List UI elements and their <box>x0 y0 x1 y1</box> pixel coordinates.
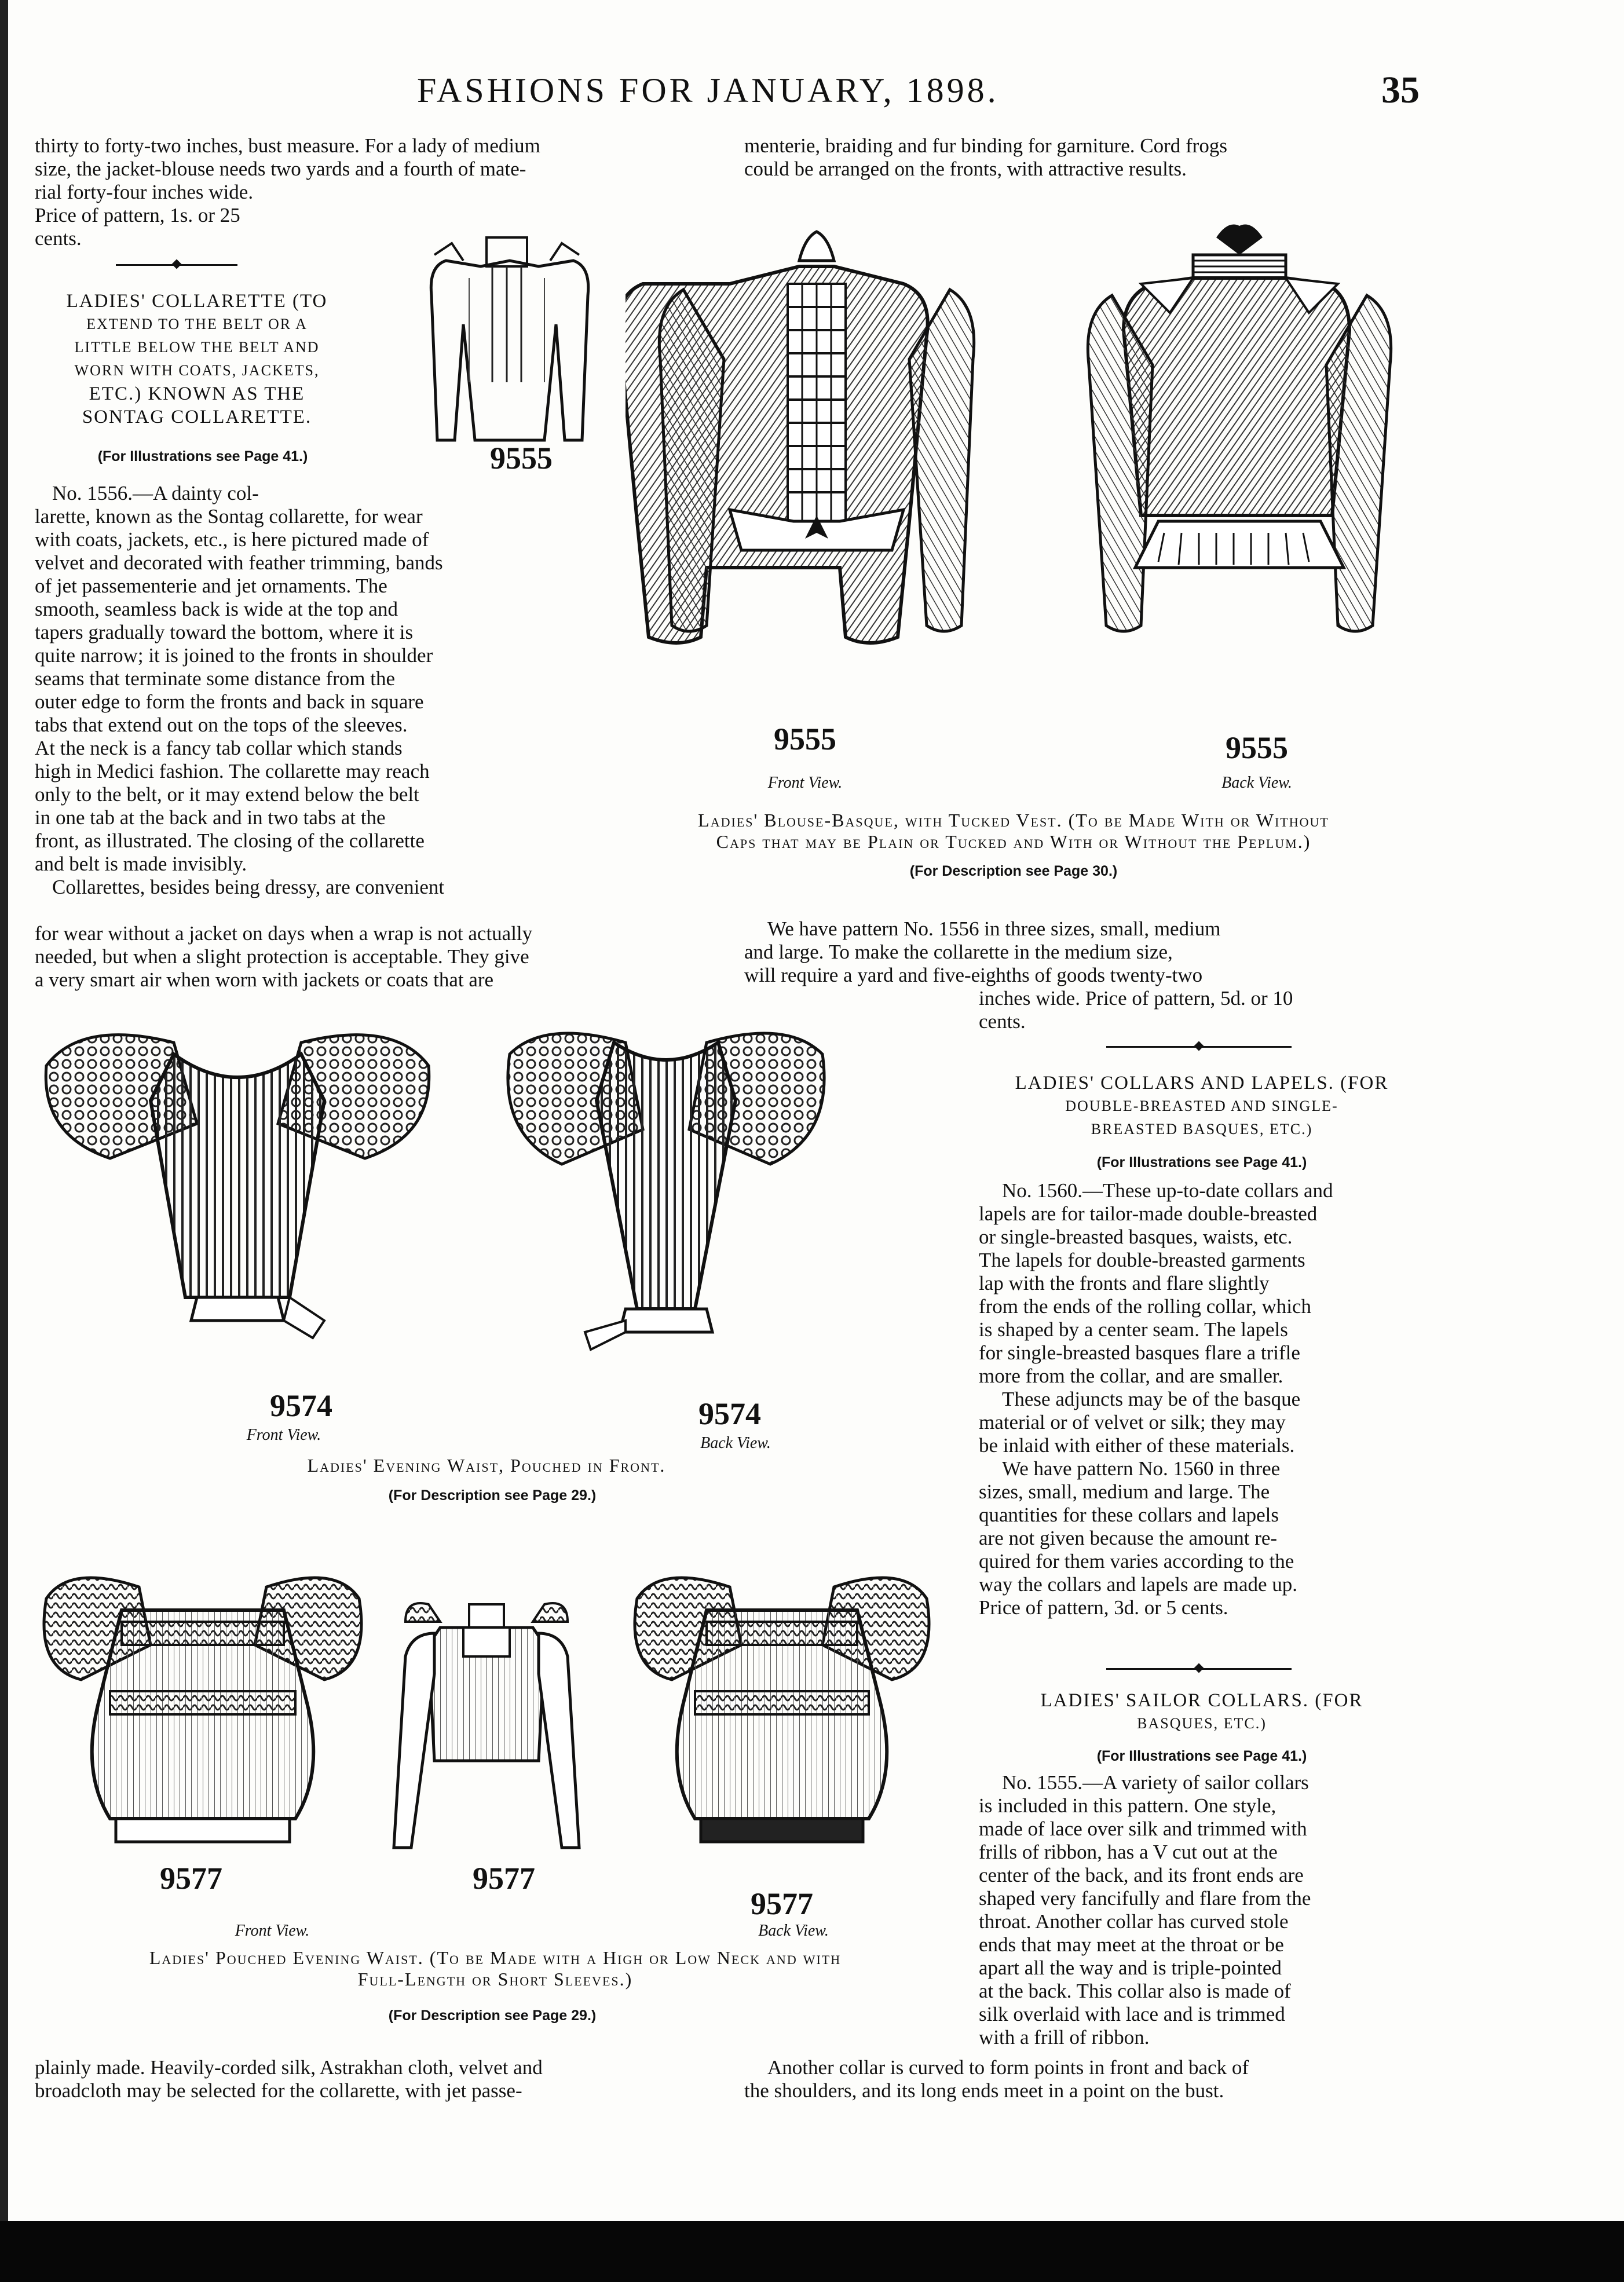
text-line: for wear without a jacket on days when a wrap is not actually <box>35 922 533 945</box>
text-line: shaped very fancifully and flare from the <box>979 1887 1311 1910</box>
see-note: (For Illustrations see Page 41.) <box>1096 1748 1307 1764</box>
text-line: size, the jacket-blouse needs two yards and a fourth of mate- <box>35 158 526 180</box>
text-line: The lapels for double-breasted garments <box>979 1249 1305 1271</box>
text-line: Price of pattern, 3d. or 5 cents. <box>979 1596 1228 1619</box>
figure-number-front: 9555 <box>774 722 836 756</box>
text-line: tabs that extend out on the tops of the sleeves. <box>35 714 408 736</box>
scan-bottom-border <box>0 2221 1624 2282</box>
text-line: for single-breasted basques flare a trifle <box>979 1341 1300 1364</box>
text-line: outer edge to form the fronts and back in square <box>35 690 424 713</box>
heading-line: EXTEND TO THE BELT OR A <box>86 316 308 332</box>
text-line: way the collars and lapels are made up. <box>979 1573 1298 1596</box>
front-view-label: Front View. <box>767 774 843 792</box>
text-line: silk overlaid with lace and is trimmed <box>979 2003 1285 2025</box>
text-line: ends that may meet at the throat or be <box>979 1933 1284 1956</box>
section-divider <box>116 264 237 266</box>
pattern-1556-text-narrow <box>979 987 1425 1033</box>
figure-9555-small <box>411 226 602 481</box>
text-line: of jet passementerie and jet ornaments. The <box>35 575 387 597</box>
section-divider <box>1106 1046 1292 1048</box>
text-line: smooth, seamless back is wide at the top and <box>35 598 398 620</box>
text-line: quite narrow; it is joined to the fronts in shoulder <box>35 644 433 667</box>
text-line: only to the belt, or it may extend below the belt <box>35 783 419 806</box>
front-view-waist <box>46 1035 429 1338</box>
back-view-label: Back View. <box>1221 774 1292 792</box>
text-line: is shaped by a center seam. The lapels <box>979 1318 1288 1341</box>
heading-line: ETC.) KNOWN AS THE <box>89 383 305 404</box>
text-line: lap with the fronts and flare slightly <box>979 1272 1270 1294</box>
heading-line: BASQUES, ETC.) <box>1137 1715 1267 1732</box>
page-number: 35 <box>1381 69 1420 111</box>
collars-lapels-heading <box>979 1071 1425 1141</box>
right-column-bottom <box>744 2056 1425 2102</box>
text-line: is included in this pattern. One style, <box>979 1794 1276 1817</box>
figure-9574-caption: Ladies' Evening Waist, Pouched in Front. <box>307 1455 666 1476</box>
text-line: a very smart air when worn with jackets or coats that are <box>35 968 494 991</box>
text-line: thirty to forty-two inches, bust measure. For a lady of medium <box>35 134 540 157</box>
text-line: and large. To make the collarette in the medium size, <box>744 941 1173 963</box>
see-note: (For Description see Page 30.) <box>909 863 1118 879</box>
front-view-blouse <box>626 232 974 643</box>
figure-9574 <box>35 1019 869 1460</box>
sailor-collars-heading <box>979 1689 1425 1735</box>
text-line: menterie, braiding and fur binding for garniture. Cord frogs <box>744 134 1227 157</box>
text-line: At the neck is a fancy tab collar which stands <box>35 737 403 759</box>
heading-line: SONTAG COLLARETTE. <box>82 407 312 427</box>
text-line: needed, but when a slight protection is acceptable. They give <box>35 945 529 968</box>
text-line: velvet and decorated with feather trimming, bands <box>35 551 443 574</box>
see-note: (For Illustrations see Page 41.) <box>1096 1154 1307 1171</box>
see-note: (For Illustrations see Page 41.) <box>97 448 308 465</box>
back-view-pouched-waist <box>635 1578 929 1842</box>
back-view-label: Back View. <box>758 1922 829 1940</box>
text-line: be inlaid with either of these materials. <box>979 1434 1295 1457</box>
text-line: high in Medici fashion. The collarette may reach <box>35 760 430 782</box>
heading-line: LADIES' COLLARETTE (TO <box>66 291 328 312</box>
text-line: more from the collar, and are smaller. <box>979 1365 1283 1387</box>
back-view-blouse <box>1088 225 1391 632</box>
pattern-1556-text <box>744 917 1425 987</box>
text-line: frills of ribbon, has a V cut out at the <box>979 1841 1278 1863</box>
text-line: the shoulders, and its long ends meet in a point on the bust. <box>744 2079 1224 2102</box>
blouse-illustration <box>411 226 602 446</box>
text-line: and belt is made invisibly. <box>35 853 247 875</box>
text-line: center of the back, and its front ends are <box>979 1864 1304 1886</box>
caption-line: Caps that may be Plain or Tucked and With or Without the Peplum.) <box>716 831 1311 852</box>
see-note: (For Description see Page 29.) <box>388 2007 597 2024</box>
heading-line: BREASTED BASQUES, ETC.) <box>1091 1121 1313 1138</box>
see-note: (For Description see Page 29.) <box>388 1487 597 1504</box>
back-view-label: Back View. <box>700 1434 771 1452</box>
heading-line: WORN WITH COATS, JACKETS, <box>74 362 320 379</box>
caption-line: Ladies' Pouched Evening Waist. (To be Made with a High or Low Neck and with <box>149 1947 842 1968</box>
text-line: made of lace over silk and trimmed with <box>979 1817 1307 1840</box>
caption-line: Ladies' Blouse-Basque, with Tucked Vest. (To be Made With or Without <box>698 810 1329 831</box>
figure-number-front: 9577 <box>160 1861 222 1896</box>
text-line: will require a yard and five-eighths of goods twenty-two <box>744 964 1203 986</box>
text-line: larette, known as the Sontag collarette, for wear <box>35 505 423 528</box>
figure-number-back: 9555 <box>1226 730 1288 765</box>
collarette-body <box>35 482 576 899</box>
text-line: No. 1560.—These up-to-date collars and <box>1002 1179 1333 1202</box>
text-line: apart all the way and is triple-pointed <box>979 1956 1282 1979</box>
text-line: These adjuncts may be of the basque <box>1002 1388 1301 1410</box>
right-column-top <box>744 134 1425 181</box>
text-line: at the back. This collar also is made of <box>979 1980 1291 2002</box>
figure-9555-caption <box>602 810 1425 853</box>
text-line: with a frill of ribbon. <box>979 2026 1150 2049</box>
figure-9555 <box>626 220 1436 788</box>
front-view-label: Front View. <box>235 1922 310 1940</box>
figure-number-front: 9574 <box>270 1388 332 1423</box>
figure-9577-caption <box>23 1947 967 1990</box>
back-view-waist <box>508 1033 824 1350</box>
text-line: cents. <box>979 1010 1026 1033</box>
text-line: seams that terminate some distance from the <box>35 667 396 690</box>
text-line: Price of pattern, 1s. or 25 <box>35 204 240 226</box>
front-view-label: Front View. <box>246 1426 321 1444</box>
left-column-top <box>35 134 715 250</box>
text-line: inches wide. Price of pattern, 5d. or 10 <box>979 987 1293 1010</box>
text-line: throat. Another collar has curved stole <box>979 1910 1289 1933</box>
text-line: We have pattern No. 1556 in three sizes, small, medium <box>767 917 1221 940</box>
page-header <box>0 64 1624 127</box>
text-line: front, as illustrated. The closing of the collarette <box>35 829 425 852</box>
figure-9577 <box>35 1564 961 1900</box>
figure-number-middle: 9577 <box>473 1861 535 1896</box>
left-column-bottom <box>35 2056 715 2102</box>
figure-number-back: 9574 <box>698 1396 761 1431</box>
text-line: could be arranged on the fronts, with attractive results. <box>744 158 1187 180</box>
text-line: No. 1555.—A variety of sailor collars <box>1002 1771 1309 1794</box>
figure-number: 9555 <box>490 441 553 476</box>
collarette-heading <box>35 290 359 429</box>
text-line: No. 1556.—A dainty col- <box>52 482 259 504</box>
text-line: in one tab at the back and in two tabs at the <box>35 806 386 829</box>
collarette-body-wide <box>35 922 715 992</box>
text-line: Collarettes, besides being dressy, are convenient <box>52 876 445 898</box>
page-title: FASHIONS FOR JANUARY, 1898. <box>417 71 999 109</box>
evening-waist-illustrations <box>35 1019 869 1367</box>
collars-lapels-body <box>979 1179 1425 1619</box>
heading-line: LADIES' SAILOR COLLARS. (FOR <box>1040 1690 1363 1711</box>
text-line: lapels are for tailor-made double-breasted <box>979 1202 1318 1225</box>
text-line: quantities for these collars and lapels <box>979 1504 1279 1526</box>
text-line: tapers gradually toward the bottom, where it is <box>35 621 414 643</box>
figure-number-back: 9577 <box>751 1886 813 1921</box>
text-line: quired for them varies according to the <box>979 1550 1294 1572</box>
text-line: material or of velvet or silk; they may <box>979 1411 1286 1433</box>
heading-line: LITTLE BELOW THE BELT AND <box>74 339 320 356</box>
sailor-collars-body <box>979 1771 1425 2049</box>
middle-view-pouched-waist <box>394 1603 579 1848</box>
text-line: broadcloth may be selected for the collarette, with jet passe- <box>35 2079 522 2102</box>
text-line: from the ends of the rolling collar, which <box>979 1295 1311 1318</box>
text-line: or single-breasted basques, waists, etc. <box>979 1226 1293 1248</box>
text-line: with coats, jackets, etc., is here pictured made of <box>35 528 429 551</box>
heading-line: DOUBLE-BREASTED AND SINGLE- <box>1065 1098 1338 1114</box>
heading-line: LADIES' COLLARS AND LAPELS. (FOR <box>1015 1073 1389 1094</box>
caption-line: Full-Length or Short Sleeves.) <box>357 1969 633 1990</box>
text-line: We have pattern No. 1560 in three <box>1002 1457 1281 1480</box>
pouched-waist-illustrations <box>35 1564 961 1888</box>
section-divider <box>1106 1668 1292 1670</box>
blouse-basque-illustrations <box>626 220 1436 741</box>
text-line: plainly made. Heavily-corded silk, Astrakhan cloth, velvet and <box>35 2056 543 2079</box>
page-edge-shadow <box>0 0 8 2221</box>
text-line: rial forty-four inches wide. <box>35 181 254 203</box>
front-view-pouched-waist <box>44 1578 361 1842</box>
text-line: Another collar is curved to form points in front and back of <box>767 2056 1249 2079</box>
text-line: sizes, small, medium and large. The <box>979 1480 1270 1503</box>
text-line: cents. <box>35 227 82 250</box>
text-line: are not given because the amount re- <box>979 1527 1278 1549</box>
